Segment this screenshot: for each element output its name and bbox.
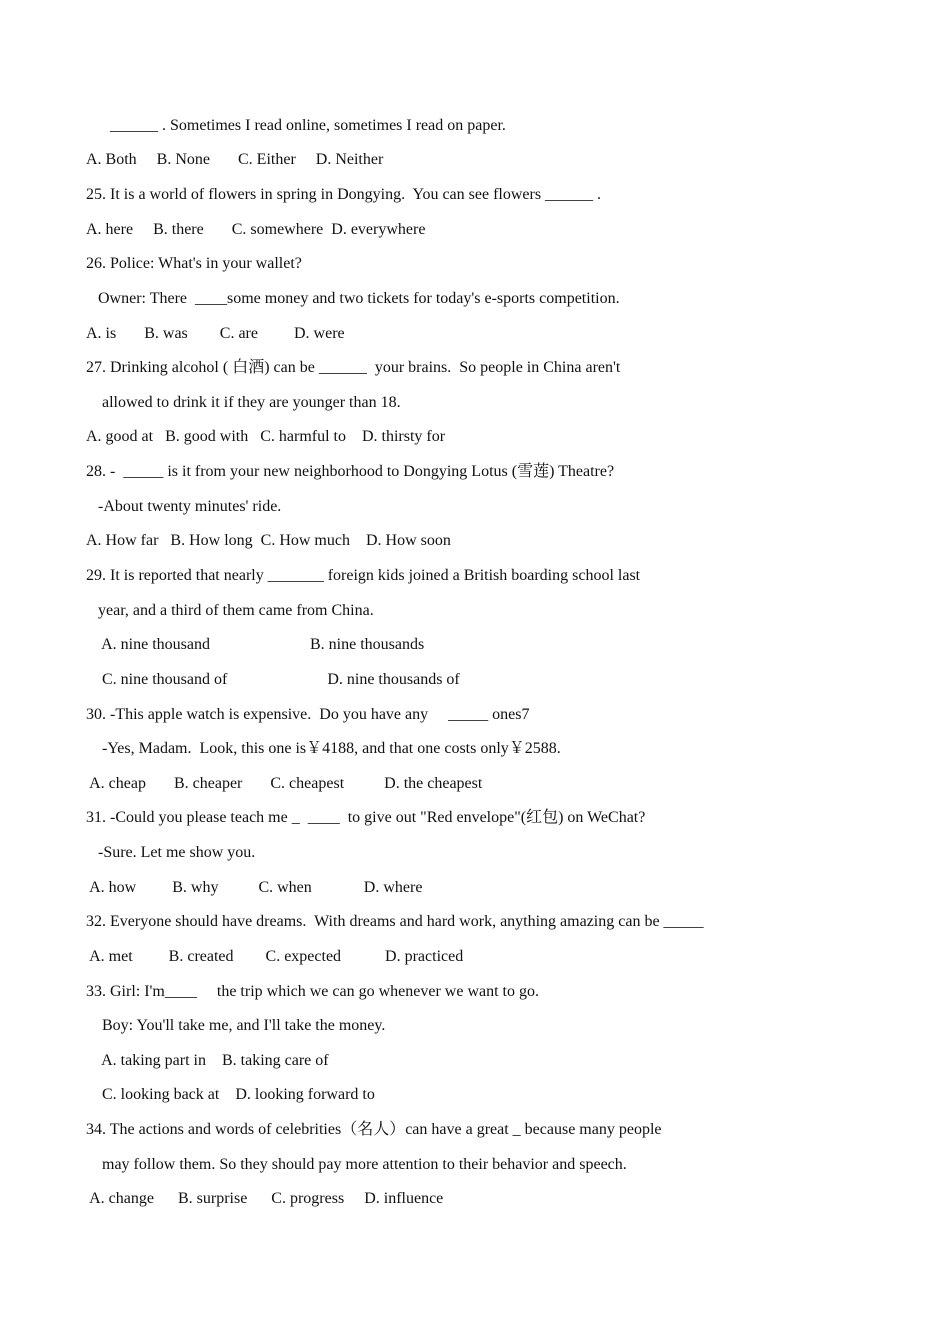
q34-options: A. change B. surprise C. progress D. influence [86,1190,444,1207]
q33-options-row2: C. looking back at D. looking forward to [86,1086,375,1103]
q24-continuation-line: ______ . Sometimes I read online, sometimes I read on paper. [86,117,506,134]
q29-stem: 29. It is reported that nearly _______ foreign kids joined a British boarding school last [86,567,641,584]
q29-options-row1: A. nine thousand B. nine thousands [86,636,425,653]
q27-stem-line2: allowed to drink it if they are younger than 18. [86,394,401,411]
q33-stem: 33. Girl: I'm____ the trip which we can go whenever we want to go. [86,983,539,1000]
q29-options-row2: C. nine thousand of D. nine thousands of [86,671,460,688]
q30-options: A. cheap B. cheaper C. cheapest D. the cheapest [86,775,483,792]
q28-options: A. How far B. How long C. How much D. How soon [86,532,451,549]
q28-stem: 28. - _____ is it from your new neighborhood to Dongying Lotus (雪莲) Theatre? [86,463,615,480]
q28-stem-line2: -About twenty minutes' ride. [86,498,282,515]
q32-stem: 32. Everyone should have dreams. With dreams and hard work, anything amazing can be _____ [86,913,704,930]
q34-stem: 34. The actions and words of celebrities（名人）can have a great _ because many people [86,1121,662,1138]
q32-options: A. met B. created C. expected D. practiced [86,948,464,965]
q29-stem-line2: year, and a third of them came from China. [86,602,374,619]
q26-stem-line2: Owner: There ____some money and two tickets for today's e-sports competition. [86,290,620,307]
q30-stem-line2: -Yes, Madam. Look, this one is￥4188, and that one costs only￥2588. [86,740,561,757]
q33-options-row1: A. taking part in B. taking care of [86,1052,329,1069]
q27-options: A. good at B. good with C. harmful to D. thirsty for [86,428,446,445]
q31-options: A. how B. why C. when D. where [86,879,423,896]
q34-stem-line2: may follow them. So they should pay more attention to their behavior and speech. [86,1156,627,1173]
q26-stem: 26. Police: What's in your wallet? [86,255,302,272]
q24-options: A. Both B. None C. Either D. Neither [86,151,384,168]
q25-stem: 25. It is a world of flowers in spring in Dongying. You can see flowers ______ . [86,186,602,203]
q30-stem: 30. -This apple watch is expensive. Do you have any _____ ones7 [86,706,530,723]
q25-options: A. here B. there C. somewhere D. everywhere [86,221,426,238]
q31-stem: 31. -Could you please teach me _ ____ to give out "Red envelope"(红包) on WeChat? [86,809,646,826]
q27-stem: 27. Drinking alcohol ( 白酒) can be ______ your brains. So people in China aren't [86,359,621,376]
q33-stem-line2: Boy: You'll take me, and I'll take the money. [86,1017,386,1034]
q26-options: A. is B. was C. are D. were [86,325,345,342]
q31-stem-line2: -Sure. Let me show you. [86,844,256,861]
